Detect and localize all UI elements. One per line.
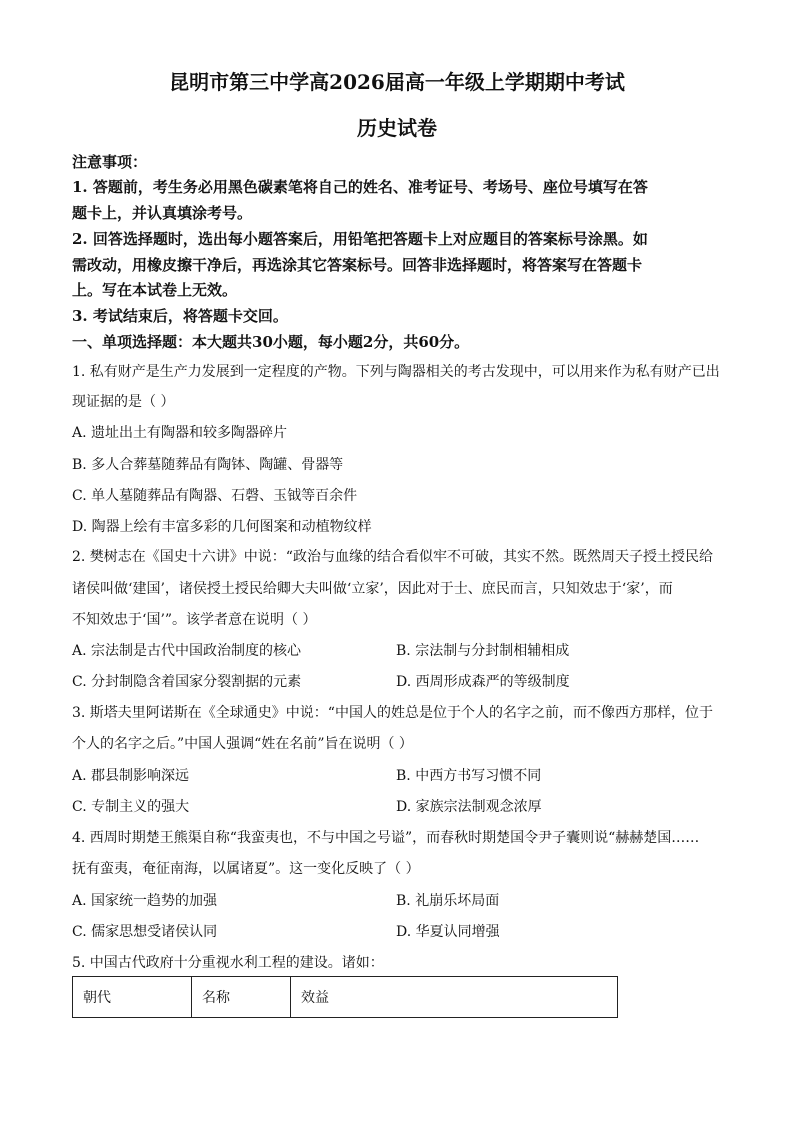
section-heading: 一、单项选择题：本大题共30小题，每小题2分，共60分。 xyxy=(72,333,470,351)
question-2-stem: 诸侯叫做‘建国’，诸侯授土授民给卿大夫叫做‘立家’，因此对于士、庶民而言，只知效忠于‘家’，而 xyxy=(72,581,673,597)
question-3-option-d: D. 家族宗法制观念浓厚 xyxy=(396,799,542,815)
question-3-option-c: C. 专制主义的强大 xyxy=(72,799,190,815)
notice-line: 上。写在本试卷上无效。 xyxy=(72,281,238,299)
question-4-option-d: D. 华夏认同增强 xyxy=(396,924,500,940)
question-5-table xyxy=(72,976,618,1018)
question-1-stem: 现证据的是（ ） xyxy=(72,394,175,410)
question-2-option-c: C. 分封制隐含着国家分裂割据的元素 xyxy=(72,674,302,690)
notice-line: 1. 答题前，考生务必用黑色碳素笔将自己的姓名、准考证号、考场号、座位号填写在答 xyxy=(72,178,648,196)
question-1-option-d: D. 陶器上绘有丰富多彩的几何图案和动植物纹样 xyxy=(72,519,372,535)
notice-line: 题卡上，并认真填涂考号。 xyxy=(72,204,253,222)
question-4-option-c: C. 儒家思想受诸侯认同 xyxy=(72,924,218,940)
question-1-option-a: A. 遗址出土有陶器和较多陶器碎片 xyxy=(72,425,288,441)
table-header-benefit: 效益 xyxy=(291,977,618,1018)
table-row xyxy=(73,977,618,1018)
question-3-option-b: B. 中西方书写习惯不同 xyxy=(396,768,542,784)
question-4-stem: 4. 西周时期楚王熊渠自称“我蛮夷也，不与中国之号谥”，而春秋时期楚国令尹子囊则说“赫赫楚国…… xyxy=(72,830,700,846)
question-4-option-a: A. 国家统一趋势的加强 xyxy=(72,893,218,909)
question-1-stem: 1. 私有财产是生产力发展到一定程度的产物。下列与陶器相关的考古发现中，可以用来作为私有财产已出 xyxy=(72,364,720,380)
notice-line: 2. 回答选择题时，选出每小题答案后，用铅笔把答题卡上对应题目的答案标号涂黑。如 xyxy=(72,230,648,248)
question-2-option-d: D. 西周形成森严的等级制度 xyxy=(396,674,570,690)
notice-heading: 注意事项： xyxy=(72,153,148,171)
question-5-stem: 5. 中国古代政府十分重视水利工程的建设。诸如： xyxy=(72,955,384,971)
question-4-option-b: B. 礼崩乐坏局面 xyxy=(396,893,500,909)
table-header-name: 名称 xyxy=(192,977,291,1018)
notice-line: 需改动，用橡皮擦干净后，再选涂其它答案标号。回答非选择题时，将答案写在答题卡 xyxy=(72,256,643,274)
exam-subject: 历史试卷 xyxy=(357,116,437,140)
question-3-stem: 个人的名字之后。”中国人强调“姓在名前”旨在说明（ ） xyxy=(72,736,413,752)
question-1-option-c: C. 单人墓随葬品有陶器、石磬、玉钺等百余件 xyxy=(72,488,358,504)
question-2-stem: 2. 樊树志在《国史十六讲》中说：“政治与血缘的结合看似牢不可破，其实不然。既然周天子授土授民给 xyxy=(72,549,713,565)
question-3-option-a: A. 郡县制影响深远 xyxy=(72,768,190,784)
question-2-option-b: B. 宗法制与分封制相辅相成 xyxy=(396,643,570,659)
question-4-stem: 抚有蛮夷，奄征南海，以属诸夏”。这一变化反映了（ ） xyxy=(72,861,420,877)
exam-title: 昆明市第三中学高2026届高一年级上学期期中考试 xyxy=(169,70,625,94)
table-header-dynasty: 朝代 xyxy=(73,977,192,1018)
question-1-option-b: B. 多人合葬墓随葬品有陶钵、陶罐、骨器等 xyxy=(72,457,344,473)
question-2-stem: 不知效忠于‘国’”。该学者意在说明（ ） xyxy=(72,612,317,628)
question-3-stem: 3. 斯塔夫里阿诺斯在《全球通史》中说：“中国人的姓总是位于个人的名字之前，而不像西方那样，位于 xyxy=(72,705,713,721)
question-2-option-a: A. 宗法制是古代中国政治制度的核心 xyxy=(72,643,302,659)
notice-line: 3. 考试结束后，将答题卡交回。 xyxy=(72,307,288,325)
